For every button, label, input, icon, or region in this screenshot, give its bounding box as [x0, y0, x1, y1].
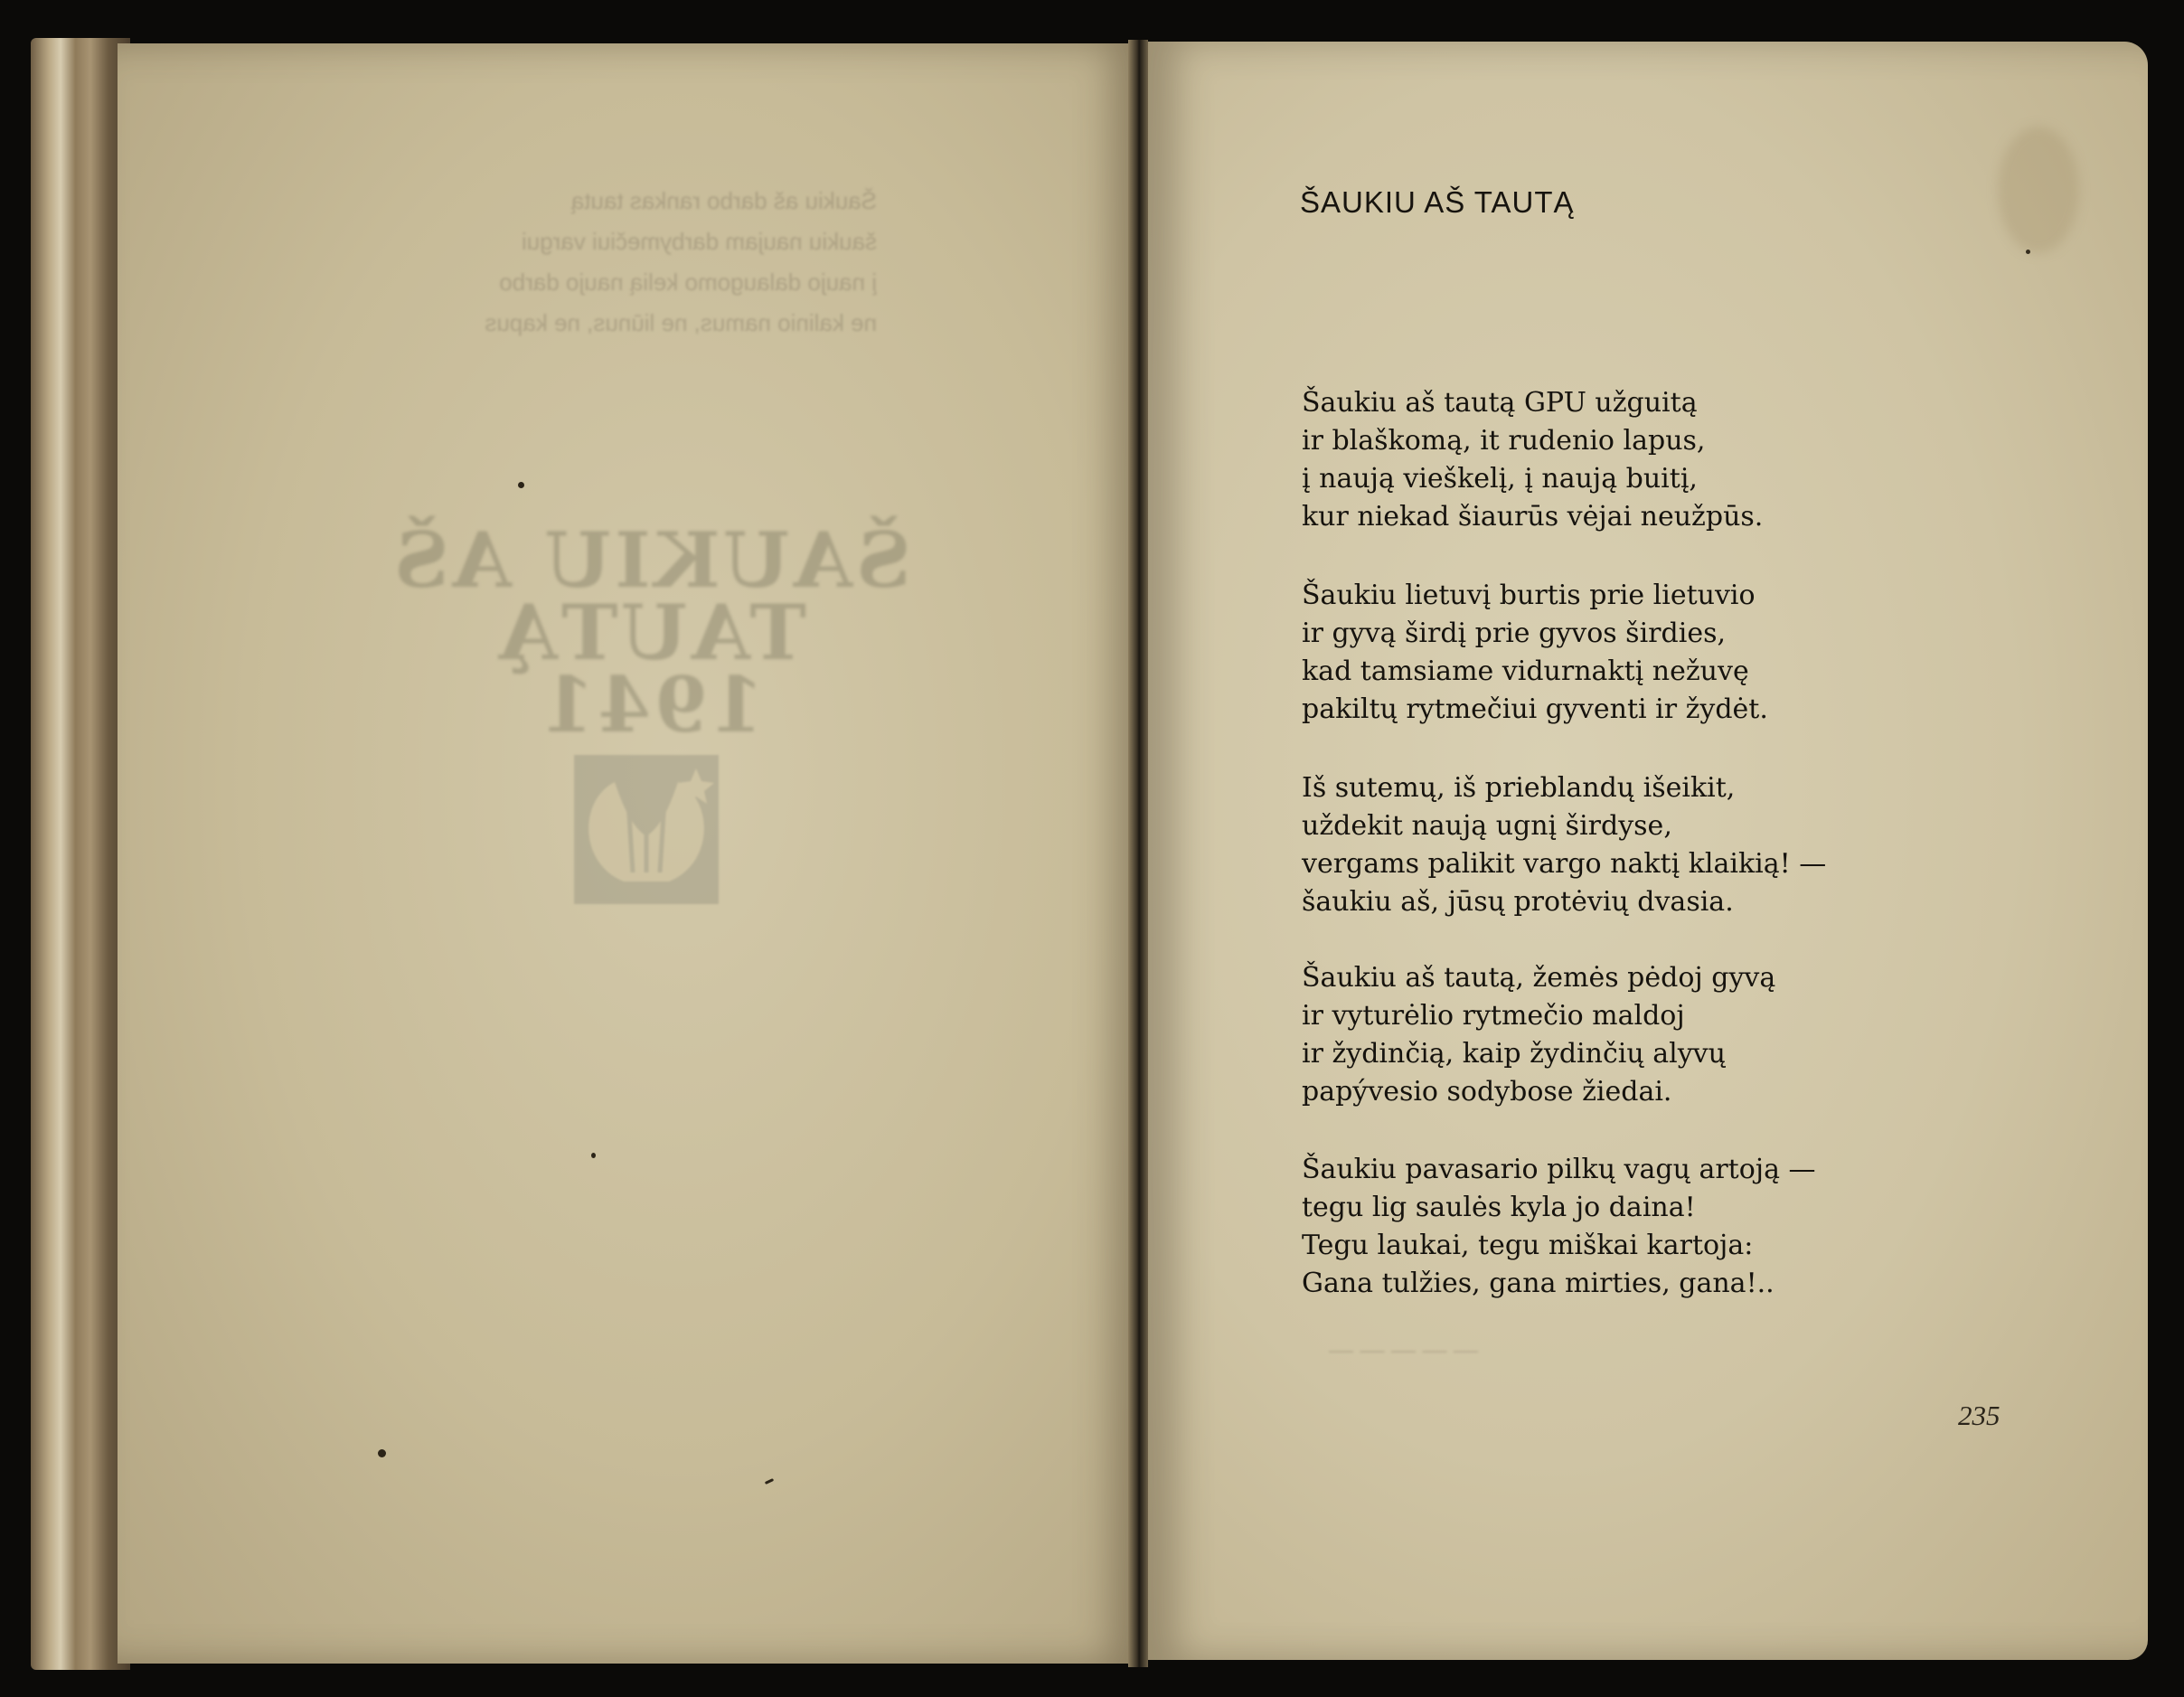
poem-line: vergams palikit vargo naktį klaikią! —	[1302, 848, 1827, 880]
poem-line: Gana tulžies, gana mirties, gana!..	[1302, 1268, 1774, 1299]
poem-line: Tegu laukai, tegu miškai kartoja:	[1302, 1230, 1754, 1261]
poem-line: šaukiu aš, jūsų protėvių dvasia.	[1302, 886, 1734, 918]
ghost-title-line: 1941	[538, 660, 764, 750]
poem-line: ir gyvą širdį prie gyvos širdies,	[1302, 618, 1726, 649]
poem-line: Šaukiu aš tautą GPU užguitą	[1302, 387, 1698, 419]
paper-speck	[378, 1449, 386, 1457]
paper-speck	[591, 1153, 596, 1158]
poem-line: Iš sutemų, iš prieblandų išeikit,	[1302, 772, 1736, 804]
right-page-bleed-through: — — — — —	[1329, 1336, 1479, 1363]
bleed-line: Šaukiu aš darbo rankas tautą	[570, 187, 877, 214]
poem-line: ir blaškomą, it rudenio lapus,	[1302, 425, 1706, 457]
poem-line: papývesio sodybose žiedai.	[1302, 1076, 1672, 1108]
bleed-line: šaukiu naujam darbymečiui vargui	[521, 228, 877, 255]
paper-speck	[518, 482, 524, 488]
poem-line: kad tamsiame vidurnaktį nežuvę	[1302, 655, 1749, 687]
poem-line: tegu lig saulės kyla jo daina!	[1302, 1192, 1696, 1223]
poem-line: Šaukiu lietuvį burtis prie lietuvio	[1302, 580, 1756, 611]
book-gutter	[1128, 40, 1148, 1667]
left-page-bleed-through-title	[389, 515, 913, 750]
poem-line: pakiltų rytmečiui gyventi ir žydėt.	[1302, 693, 1768, 725]
ghost-title-line: TAUTĄ	[494, 588, 807, 677]
stanza-1	[1302, 384, 1763, 536]
poem-line: į naują vieškelį, į naują buitį,	[1302, 463, 1698, 495]
stanza-3	[1302, 769, 1826, 921]
book-page-edges	[31, 38, 130, 1670]
poem-line: Šaukiu aš tautą, žemės pėdoj gyvą	[1302, 962, 1776, 994]
paper-stain	[1998, 127, 2079, 253]
poem-line: uždekit naują ugnį širdyse,	[1302, 810, 1672, 842]
lyre-emblem-icon	[560, 746, 732, 913]
bleed-line: ne kalinio namus, ne liūnus, ne kapus	[485, 309, 877, 336]
poem-title: ŠAUKIU AŠ TAUTĄ	[1300, 185, 1575, 219]
left-page-bleed-through-text	[389, 181, 877, 344]
ghost-title-line: ŠAUKIU AŠ	[391, 515, 911, 605]
poem-line: kur niekad šiaurūs vėjai neužpūs.	[1302, 501, 1764, 533]
stanza-5	[1302, 1151, 1816, 1303]
bleed-line: į naujo dalaugomo kelią naujo darbo	[499, 269, 877, 296]
stanza-2	[1302, 577, 1768, 729]
stanza-4	[1302, 959, 1775, 1111]
poem-line: Šaukiu pavasario pilkų vagų artoją —	[1302, 1154, 1816, 1185]
page-number: 235	[1958, 1400, 2000, 1431]
poem-line: ir žydinčią, kaip žydinčių alyvų	[1302, 1038, 1726, 1070]
poem-line: ir vyturėlio rytmečio maldoj	[1302, 1000, 1685, 1032]
